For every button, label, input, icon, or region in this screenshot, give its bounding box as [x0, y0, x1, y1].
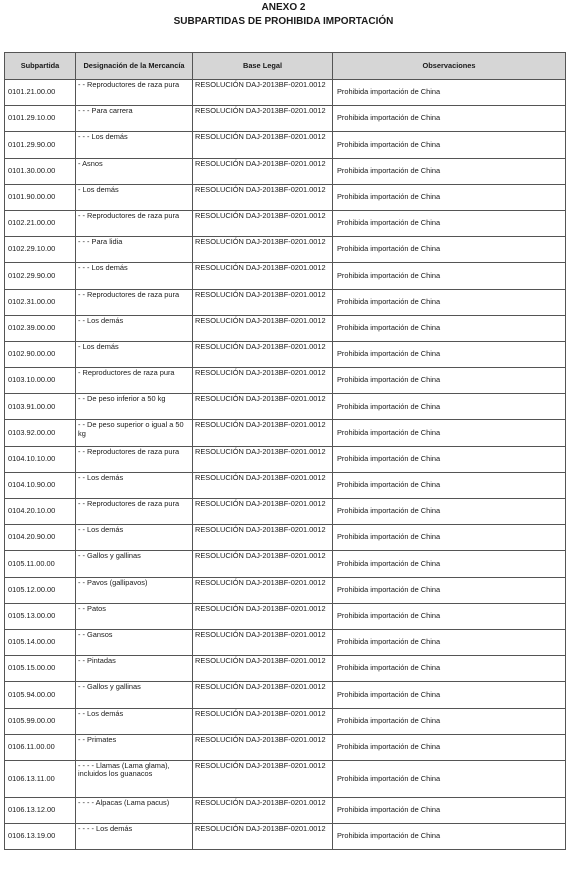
base-legal-cell: RESOLUCIÓN DAJ-2013BF-0201.0012	[193, 289, 333, 315]
table-row	[5, 525, 566, 551]
base-legal-cell: RESOLUCIÓN DAJ-2013BF-0201.0012	[193, 734, 333, 760]
table-row	[5, 394, 566, 420]
base-legal-cell: RESOLUCIÓN DAJ-2013BF-0201.0012	[193, 499, 333, 525]
observaciones-cell: Prohibida importación de China	[333, 210, 566, 236]
observaciones-cell: Prohibida importación de China	[333, 132, 566, 158]
table-row	[5, 577, 566, 603]
designacion-cell: - - Reproductores de raza pura	[76, 446, 193, 472]
designacion-cell: - - - - Llamas (Lama glama), incluidos los guanacos	[76, 760, 193, 797]
table-row	[5, 656, 566, 682]
base-legal-cell: RESOLUCIÓN DAJ-2013BF-0201.0012	[193, 577, 333, 603]
designacion-cell: - - - Los demás	[76, 263, 193, 289]
observaciones-cell: Prohibida importación de China	[333, 472, 566, 498]
observaciones-cell: Prohibida importación de China	[333, 420, 566, 446]
subpartida-cell: 0105.13.00.00	[5, 603, 76, 629]
table-row	[5, 237, 566, 263]
subpartida-cell: 0102.90.00.00	[5, 341, 76, 367]
table-row	[5, 184, 566, 210]
base-legal-cell: RESOLUCIÓN DAJ-2013BF-0201.0012	[193, 760, 333, 797]
designacion-cell: - - Reproductores de raza pura	[76, 289, 193, 315]
base-legal-cell: RESOLUCIÓN DAJ-2013BF-0201.0012	[193, 603, 333, 629]
observaciones-cell: Prohibida importación de China	[333, 708, 566, 734]
designacion-cell: - - - Los demás	[76, 132, 193, 158]
observaciones-cell: Prohibida importación de China	[333, 158, 566, 184]
table-row	[5, 760, 566, 797]
observaciones-cell: Prohibida importación de China	[333, 682, 566, 708]
observaciones-cell: Prohibida importación de China	[333, 80, 566, 106]
base-legal-cell: RESOLUCIÓN DAJ-2013BF-0201.0012	[193, 394, 333, 420]
table-row	[5, 797, 566, 823]
table-row	[5, 289, 566, 315]
observaciones-cell: Prohibida importación de China	[333, 551, 566, 577]
designacion-cell: - - Gansos	[76, 629, 193, 655]
table-row	[5, 315, 566, 341]
designacion-cell: - - Gallos y gallinas	[76, 551, 193, 577]
observaciones-cell: Prohibida importación de China	[333, 656, 566, 682]
table-header-row	[5, 53, 566, 80]
base-legal-cell: RESOLUCIÓN DAJ-2013BF-0201.0012	[193, 420, 333, 446]
subpartida-cell: 0104.10.10.00	[5, 446, 76, 472]
base-legal-cell: RESOLUCIÓN DAJ-2013BF-0201.0012	[193, 210, 333, 236]
subpartida-cell: 0101.30.00.00	[5, 158, 76, 184]
subpartida-cell: 0106.11.00.00	[5, 734, 76, 760]
designacion-cell: - - Los demás	[76, 472, 193, 498]
table-row	[5, 341, 566, 367]
subpartida-cell: 0101.90.00.00	[5, 184, 76, 210]
base-legal-cell: RESOLUCIÓN DAJ-2013BF-0201.0012	[193, 106, 333, 132]
base-legal-cell: RESOLUCIÓN DAJ-2013BF-0201.0012	[193, 315, 333, 341]
base-legal-cell: RESOLUCIÓN DAJ-2013BF-0201.0012	[193, 446, 333, 472]
base-legal-cell: RESOLUCIÓN DAJ-2013BF-0201.0012	[193, 132, 333, 158]
observaciones-cell: Prohibida importación de China	[333, 184, 566, 210]
table-row	[5, 106, 566, 132]
observaciones-cell: Prohibida importación de China	[333, 341, 566, 367]
subpartida-cell: 0106.13.11.00	[5, 760, 76, 797]
designacion-cell: - - Reproductores de raza pura	[76, 80, 193, 106]
base-legal-cell: RESOLUCIÓN DAJ-2013BF-0201.0012	[193, 80, 333, 106]
subpartida-cell: 0105.11.00.00	[5, 551, 76, 577]
designacion-cell: - - Gallos y gallinas	[76, 682, 193, 708]
observaciones-cell: Prohibida importación de China	[333, 106, 566, 132]
observaciones-cell: Prohibida importación de China	[333, 315, 566, 341]
subpartida-cell: 0102.31.00.00	[5, 289, 76, 315]
designacion-cell: - - Primates	[76, 734, 193, 760]
designacion-cell: - Asnos	[76, 158, 193, 184]
base-legal-cell: RESOLUCIÓN DAJ-2013BF-0201.0012	[193, 368, 333, 394]
designacion-cell: - - De peso superior o igual a 50 kg	[76, 420, 193, 446]
table-row	[5, 368, 566, 394]
subpartida-cell: 0103.91.00.00	[5, 394, 76, 420]
base-legal-cell: RESOLUCIÓN DAJ-2013BF-0201.0012	[193, 824, 333, 850]
table-row	[5, 682, 566, 708]
designacion-cell: - - Pavos (gallipavos)	[76, 577, 193, 603]
designacion-cell: - - - Para carrera	[76, 106, 193, 132]
table-row	[5, 499, 566, 525]
subpartida-cell: 0106.13.12.00	[5, 797, 76, 823]
table-row	[5, 210, 566, 236]
designacion-cell: - Los demás	[76, 184, 193, 210]
subpartida-cell: 0105.14.00.00	[5, 629, 76, 655]
table-row	[5, 708, 566, 734]
column-header-designacion: Designación de la Mercancía	[76, 53, 193, 80]
observaciones-cell: Prohibida importación de China	[333, 263, 566, 289]
designacion-cell: - - Patos	[76, 603, 193, 629]
observaciones-cell: Prohibida importación de China	[333, 446, 566, 472]
observaciones-cell: Prohibida importación de China	[333, 734, 566, 760]
base-legal-cell: RESOLUCIÓN DAJ-2013BF-0201.0012	[193, 472, 333, 498]
subpartida-cell: 0103.92.00.00	[5, 420, 76, 446]
column-header-subpartida: Subpartida	[5, 53, 76, 80]
designacion-cell: - - Los demás	[76, 525, 193, 551]
designacion-cell: - - Pintadas	[76, 656, 193, 682]
subpartida-cell: 0102.29.10.00	[5, 237, 76, 263]
designacion-cell: - - De peso inferior a 50 kg	[76, 394, 193, 420]
designacion-cell: - - Reproductores de raza pura	[76, 210, 193, 236]
prohibited-import-table	[4, 52, 566, 850]
observaciones-cell: Prohibida importación de China	[333, 525, 566, 551]
designacion-cell: - - - - Alpacas (Lama pacus)	[76, 797, 193, 823]
observaciones-cell: Prohibida importación de China	[333, 368, 566, 394]
subpartida-cell: 0101.21.00.00	[5, 80, 76, 106]
table-row	[5, 603, 566, 629]
observaciones-cell: Prohibida importación de China	[333, 760, 566, 797]
table-row	[5, 472, 566, 498]
base-legal-cell: RESOLUCIÓN DAJ-2013BF-0201.0012	[193, 525, 333, 551]
observaciones-cell: Prohibida importación de China	[333, 289, 566, 315]
base-legal-cell: RESOLUCIÓN DAJ-2013BF-0201.0012	[193, 708, 333, 734]
base-legal-cell: RESOLUCIÓN DAJ-2013BF-0201.0012	[193, 656, 333, 682]
observaciones-cell: Prohibida importación de China	[333, 824, 566, 850]
subpartida-cell: 0102.21.00.00	[5, 210, 76, 236]
table-row	[5, 420, 566, 446]
table-row	[5, 132, 566, 158]
observaciones-cell: Prohibida importación de China	[333, 237, 566, 263]
base-legal-cell: RESOLUCIÓN DAJ-2013BF-0201.0012	[193, 184, 333, 210]
annex-heading: ANEXO 2	[261, 2, 306, 13]
subpartida-cell: 0104.20.90.00	[5, 525, 76, 551]
subpartida-cell: 0103.10.00.00	[5, 368, 76, 394]
table-row	[5, 158, 566, 184]
subpartida-cell: 0105.99.00.00	[5, 708, 76, 734]
column-header-observaciones: Observaciones	[333, 53, 566, 80]
base-legal-cell: RESOLUCIÓN DAJ-2013BF-0201.0012	[193, 551, 333, 577]
subpartida-cell: 0101.29.10.00	[5, 106, 76, 132]
observaciones-cell: Prohibida importación de China	[333, 629, 566, 655]
table-row	[5, 629, 566, 655]
subpartida-cell: 0105.15.00.00	[5, 656, 76, 682]
table-row	[5, 80, 566, 106]
table-row	[5, 263, 566, 289]
table-row	[5, 446, 566, 472]
table-row	[5, 551, 566, 577]
designacion-cell: - - Reproductores de raza pura	[76, 499, 193, 525]
base-legal-cell: RESOLUCIÓN DAJ-2013BF-0201.0012	[193, 158, 333, 184]
subpartida-cell: 0105.94.00.00	[5, 682, 76, 708]
observaciones-cell: Prohibida importación de China	[333, 797, 566, 823]
base-legal-cell: RESOLUCIÓN DAJ-2013BF-0201.0012	[193, 629, 333, 655]
table-row	[5, 824, 566, 850]
subpartida-cell: 0105.12.00.00	[5, 577, 76, 603]
designacion-cell: - - Los demás	[76, 708, 193, 734]
designacion-cell: - - - - Los demás	[76, 824, 193, 850]
column-header-base-legal: Base Legal	[193, 53, 333, 80]
observaciones-cell: Prohibida importación de China	[333, 603, 566, 629]
designacion-cell: - Los demás	[76, 341, 193, 367]
observaciones-cell: Prohibida importación de China	[333, 577, 566, 603]
observaciones-cell: Prohibida importación de China	[333, 394, 566, 420]
observaciones-cell: Prohibida importación de China	[333, 499, 566, 525]
base-legal-cell: RESOLUCIÓN DAJ-2013BF-0201.0012	[193, 237, 333, 263]
base-legal-cell: RESOLUCIÓN DAJ-2013BF-0201.0012	[193, 682, 333, 708]
subpartida-cell: 0106.13.19.00	[5, 824, 76, 850]
subpartida-cell: 0104.20.10.00	[5, 499, 76, 525]
designacion-cell: - - Los demás	[76, 315, 193, 341]
designacion-cell: - - - Para lidia	[76, 237, 193, 263]
subpartida-cell: 0104.10.90.00	[5, 472, 76, 498]
subpartida-cell: 0101.29.90.00	[5, 132, 76, 158]
subpartida-cell: 0102.39.00.00	[5, 315, 76, 341]
base-legal-cell: RESOLUCIÓN DAJ-2013BF-0201.0012	[193, 263, 333, 289]
base-legal-cell: RESOLUCIÓN DAJ-2013BF-0201.0012	[193, 341, 333, 367]
table-row	[5, 734, 566, 760]
designacion-cell: - Reproductores de raza pura	[76, 368, 193, 394]
page-title: SUBPARTIDAS DE PROHIBIDA IMPORTACIÓN	[173, 16, 394, 27]
subpartida-cell: 0102.29.90.00	[5, 263, 76, 289]
base-legal-cell: RESOLUCIÓN DAJ-2013BF-0201.0012	[193, 797, 333, 823]
